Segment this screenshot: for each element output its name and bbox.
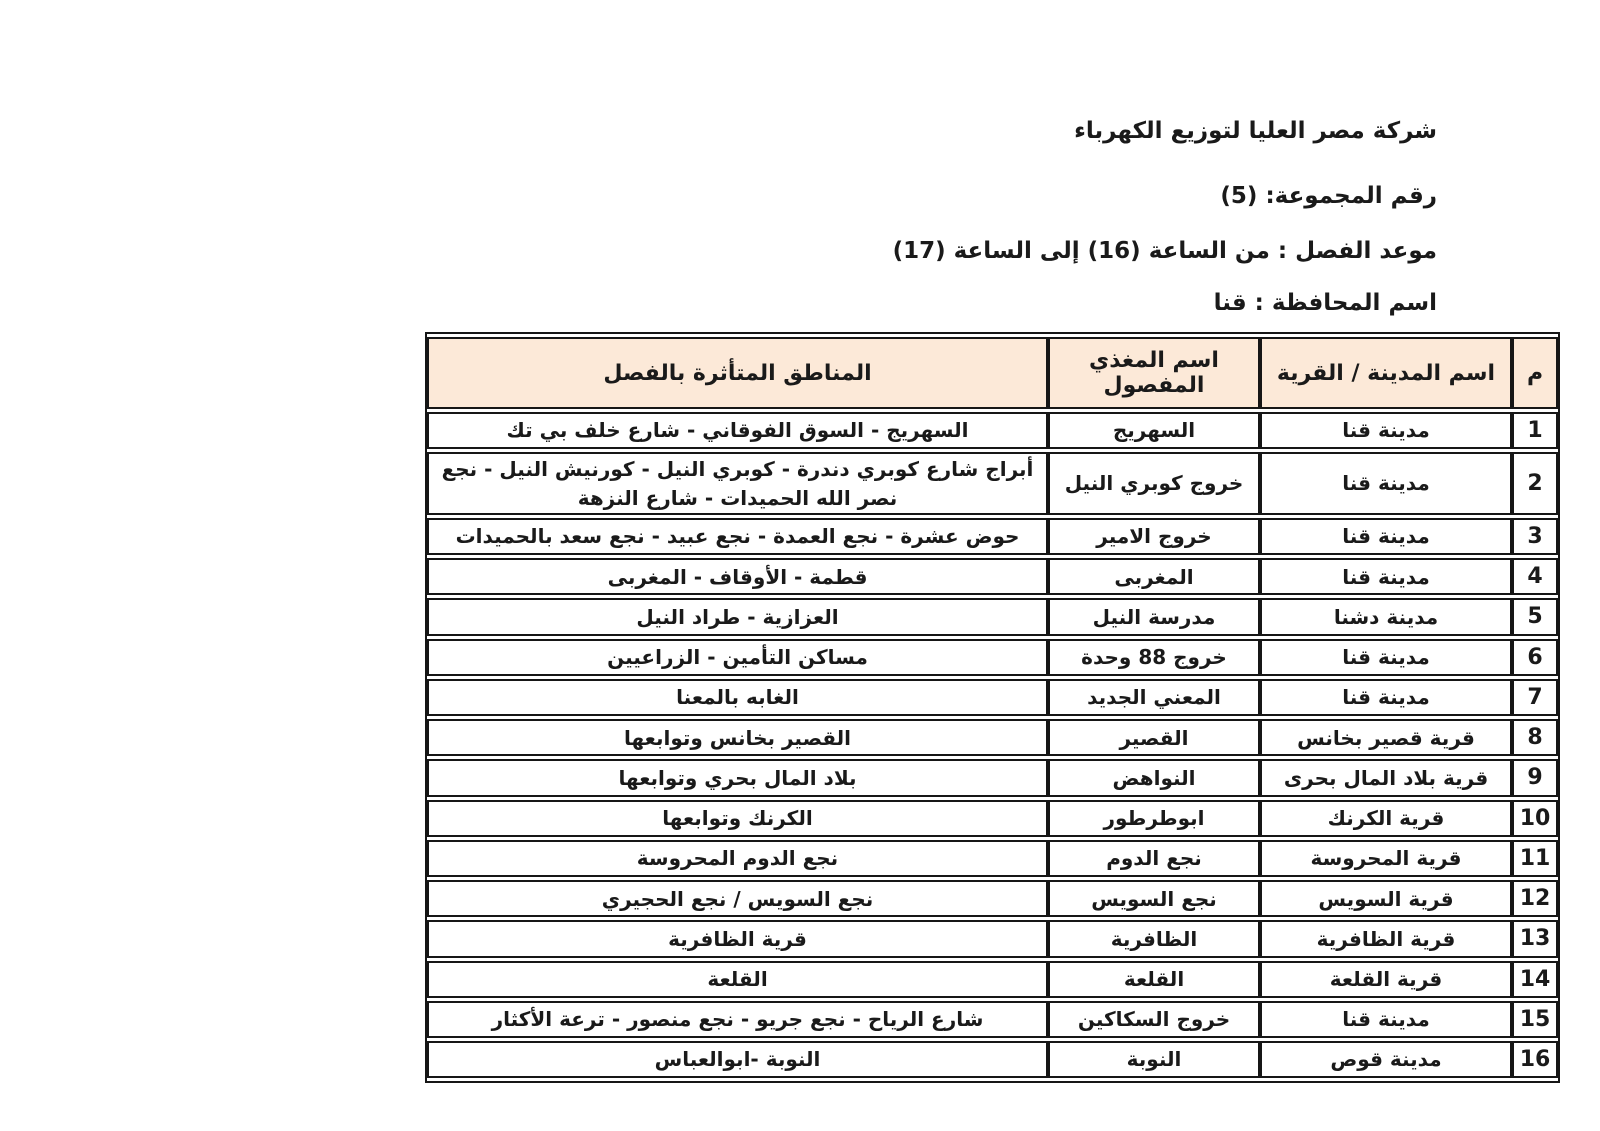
outage-table-body: [427, 412, 1558, 1078]
cell-city: قرية الظافرية: [1260, 920, 1512, 957]
cell-city: مدينة قوص: [1260, 1041, 1512, 1078]
cell-city: مدينة قنا: [1260, 1001, 1512, 1038]
table-row: [427, 1041, 1558, 1078]
table-row: [427, 679, 1558, 716]
cell-areas: شارع الرياح - نجع جريو - نجع منصور - ترعة الأكثار: [427, 1001, 1048, 1038]
cell-areas: قطمة - الأوقاف - المغربى: [427, 558, 1048, 595]
outage-table: [425, 332, 1560, 1083]
cell-areas: القلعة: [427, 961, 1048, 998]
cell-areas: السهريج - السوق الفوقاني - شارع خلف بي تك: [427, 412, 1048, 449]
cell-city: مدينة قنا: [1260, 412, 1512, 449]
cell-areas: قرية الظافرية: [427, 920, 1048, 957]
cell-serial: 7: [1512, 679, 1558, 716]
column-header-feeder: اسم المغذي المفصول: [1048, 337, 1260, 409]
table-header-row: [427, 337, 1558, 409]
outage-table-container: [427, 332, 1560, 1083]
table-row: [427, 800, 1558, 837]
cell-serial: 5: [1512, 598, 1558, 635]
table-row: [427, 961, 1558, 998]
document-header: [893, 116, 1437, 318]
cell-serial: 14: [1512, 961, 1558, 998]
table-row: [427, 1001, 1558, 1038]
cell-areas: نجع الدوم المحروسة: [427, 840, 1048, 877]
cell-feeder: نجع السويس: [1048, 880, 1260, 917]
cell-areas: بلاد المال بحري وتوابعها: [427, 759, 1048, 796]
cell-city: مدينة دشنا: [1260, 598, 1512, 635]
cell-city: قرية قصير بخانس: [1260, 719, 1512, 756]
table-row: [427, 880, 1558, 917]
cell-city: قرية الكرنك: [1260, 800, 1512, 837]
company-name: شركة مصر العليا لتوزيع الكهرباء: [1074, 118, 1437, 144]
table-row: [427, 639, 1558, 676]
cell-feeder: خروج كوبري النيل: [1048, 452, 1260, 515]
table-row: [427, 719, 1558, 756]
cell-serial: 11: [1512, 840, 1558, 877]
cell-serial: 6: [1512, 639, 1558, 676]
cell-serial: 8: [1512, 719, 1558, 756]
cell-feeder: القلعة: [1048, 961, 1260, 998]
cell-serial: 9: [1512, 759, 1558, 796]
table-row: [427, 518, 1558, 555]
outage-time: موعد الفصل : من الساعة (16) إلى الساعة (17): [892, 238, 1437, 264]
cell-city: مدينة قنا: [1260, 558, 1512, 595]
cell-areas: مساكن التأمين - الزراعيين: [427, 639, 1048, 676]
table-row: [427, 840, 1558, 877]
cell-serial: 10: [1512, 800, 1558, 837]
cell-city: مدينة قنا: [1260, 452, 1512, 515]
table-row: [427, 558, 1558, 595]
cell-feeder: خروج 88 وحدة: [1048, 639, 1260, 676]
cell-serial: 1: [1512, 412, 1558, 449]
cell-city: مدينة قنا: [1260, 679, 1512, 716]
cell-areas: الكرنك وتوابعها: [427, 800, 1048, 837]
table-row: [427, 920, 1558, 957]
cell-serial: 12: [1512, 880, 1558, 917]
cell-feeder: السهريج: [1048, 412, 1260, 449]
cell-areas: حوض عشرة - نجع العمدة - نجع عبيد - نجع سعد بالحميدات: [427, 518, 1048, 555]
governorate-name: اسم المحافظة : قنا: [1213, 290, 1437, 316]
column-header-areas: المناطق المتأثرة بالفصل: [427, 337, 1048, 409]
group-number: رقم المجموعة: (5): [1220, 183, 1437, 209]
cell-areas: النوبة -ابوالعباس: [427, 1041, 1048, 1078]
cell-feeder: النوبة: [1048, 1041, 1260, 1078]
cell-areas: العزازية - طراد النيل: [427, 598, 1048, 635]
cell-serial: 2: [1512, 452, 1558, 515]
cell-feeder: ابوطرطور: [1048, 800, 1260, 837]
cell-feeder: نجع الدوم: [1048, 840, 1260, 877]
cell-areas: القصير بخانس وتوابعها: [427, 719, 1048, 756]
cell-feeder: مدرسة النيل: [1048, 598, 1260, 635]
cell-city: قرية بلاد المال بحرى: [1260, 759, 1512, 796]
cell-serial: 15: [1512, 1001, 1558, 1038]
cell-city: قرية القلعة: [1260, 961, 1512, 998]
cell-feeder: خروج الامير: [1048, 518, 1260, 555]
table-row: [427, 598, 1558, 635]
cell-areas: أبراج شارع كوبري دندرة - كوبري النيل - كورنيش النيل - نجع نصر الله الحميدات - شارع النزهة: [427, 452, 1048, 515]
cell-city: مدينة قنا: [1260, 518, 1512, 555]
cell-serial: 3: [1512, 518, 1558, 555]
table-row: [427, 412, 1558, 449]
cell-areas: نجع السويس / نجع الحجيري: [427, 880, 1048, 917]
column-header-serial: م: [1512, 337, 1558, 409]
cell-feeder: الظافرية: [1048, 920, 1260, 957]
cell-areas: الغابه بالمعنا: [427, 679, 1048, 716]
cell-serial: 4: [1512, 558, 1558, 595]
cell-feeder: خروج السكاكين: [1048, 1001, 1260, 1038]
cell-city: قرية المحروسة: [1260, 840, 1512, 877]
cell-feeder: القصير: [1048, 719, 1260, 756]
cell-feeder: المعني الجديد: [1048, 679, 1260, 716]
cell-serial: 13: [1512, 920, 1558, 957]
cell-serial: 16: [1512, 1041, 1558, 1078]
cell-city: قرية السويس: [1260, 880, 1512, 917]
cell-city: مدينة قنا: [1260, 639, 1512, 676]
table-row: [427, 452, 1558, 515]
cell-feeder: النواهض: [1048, 759, 1260, 796]
cell-feeder: المغربى: [1048, 558, 1260, 595]
table-row: [427, 759, 1558, 796]
column-header-city: اسم المدينة / القرية: [1260, 337, 1512, 409]
